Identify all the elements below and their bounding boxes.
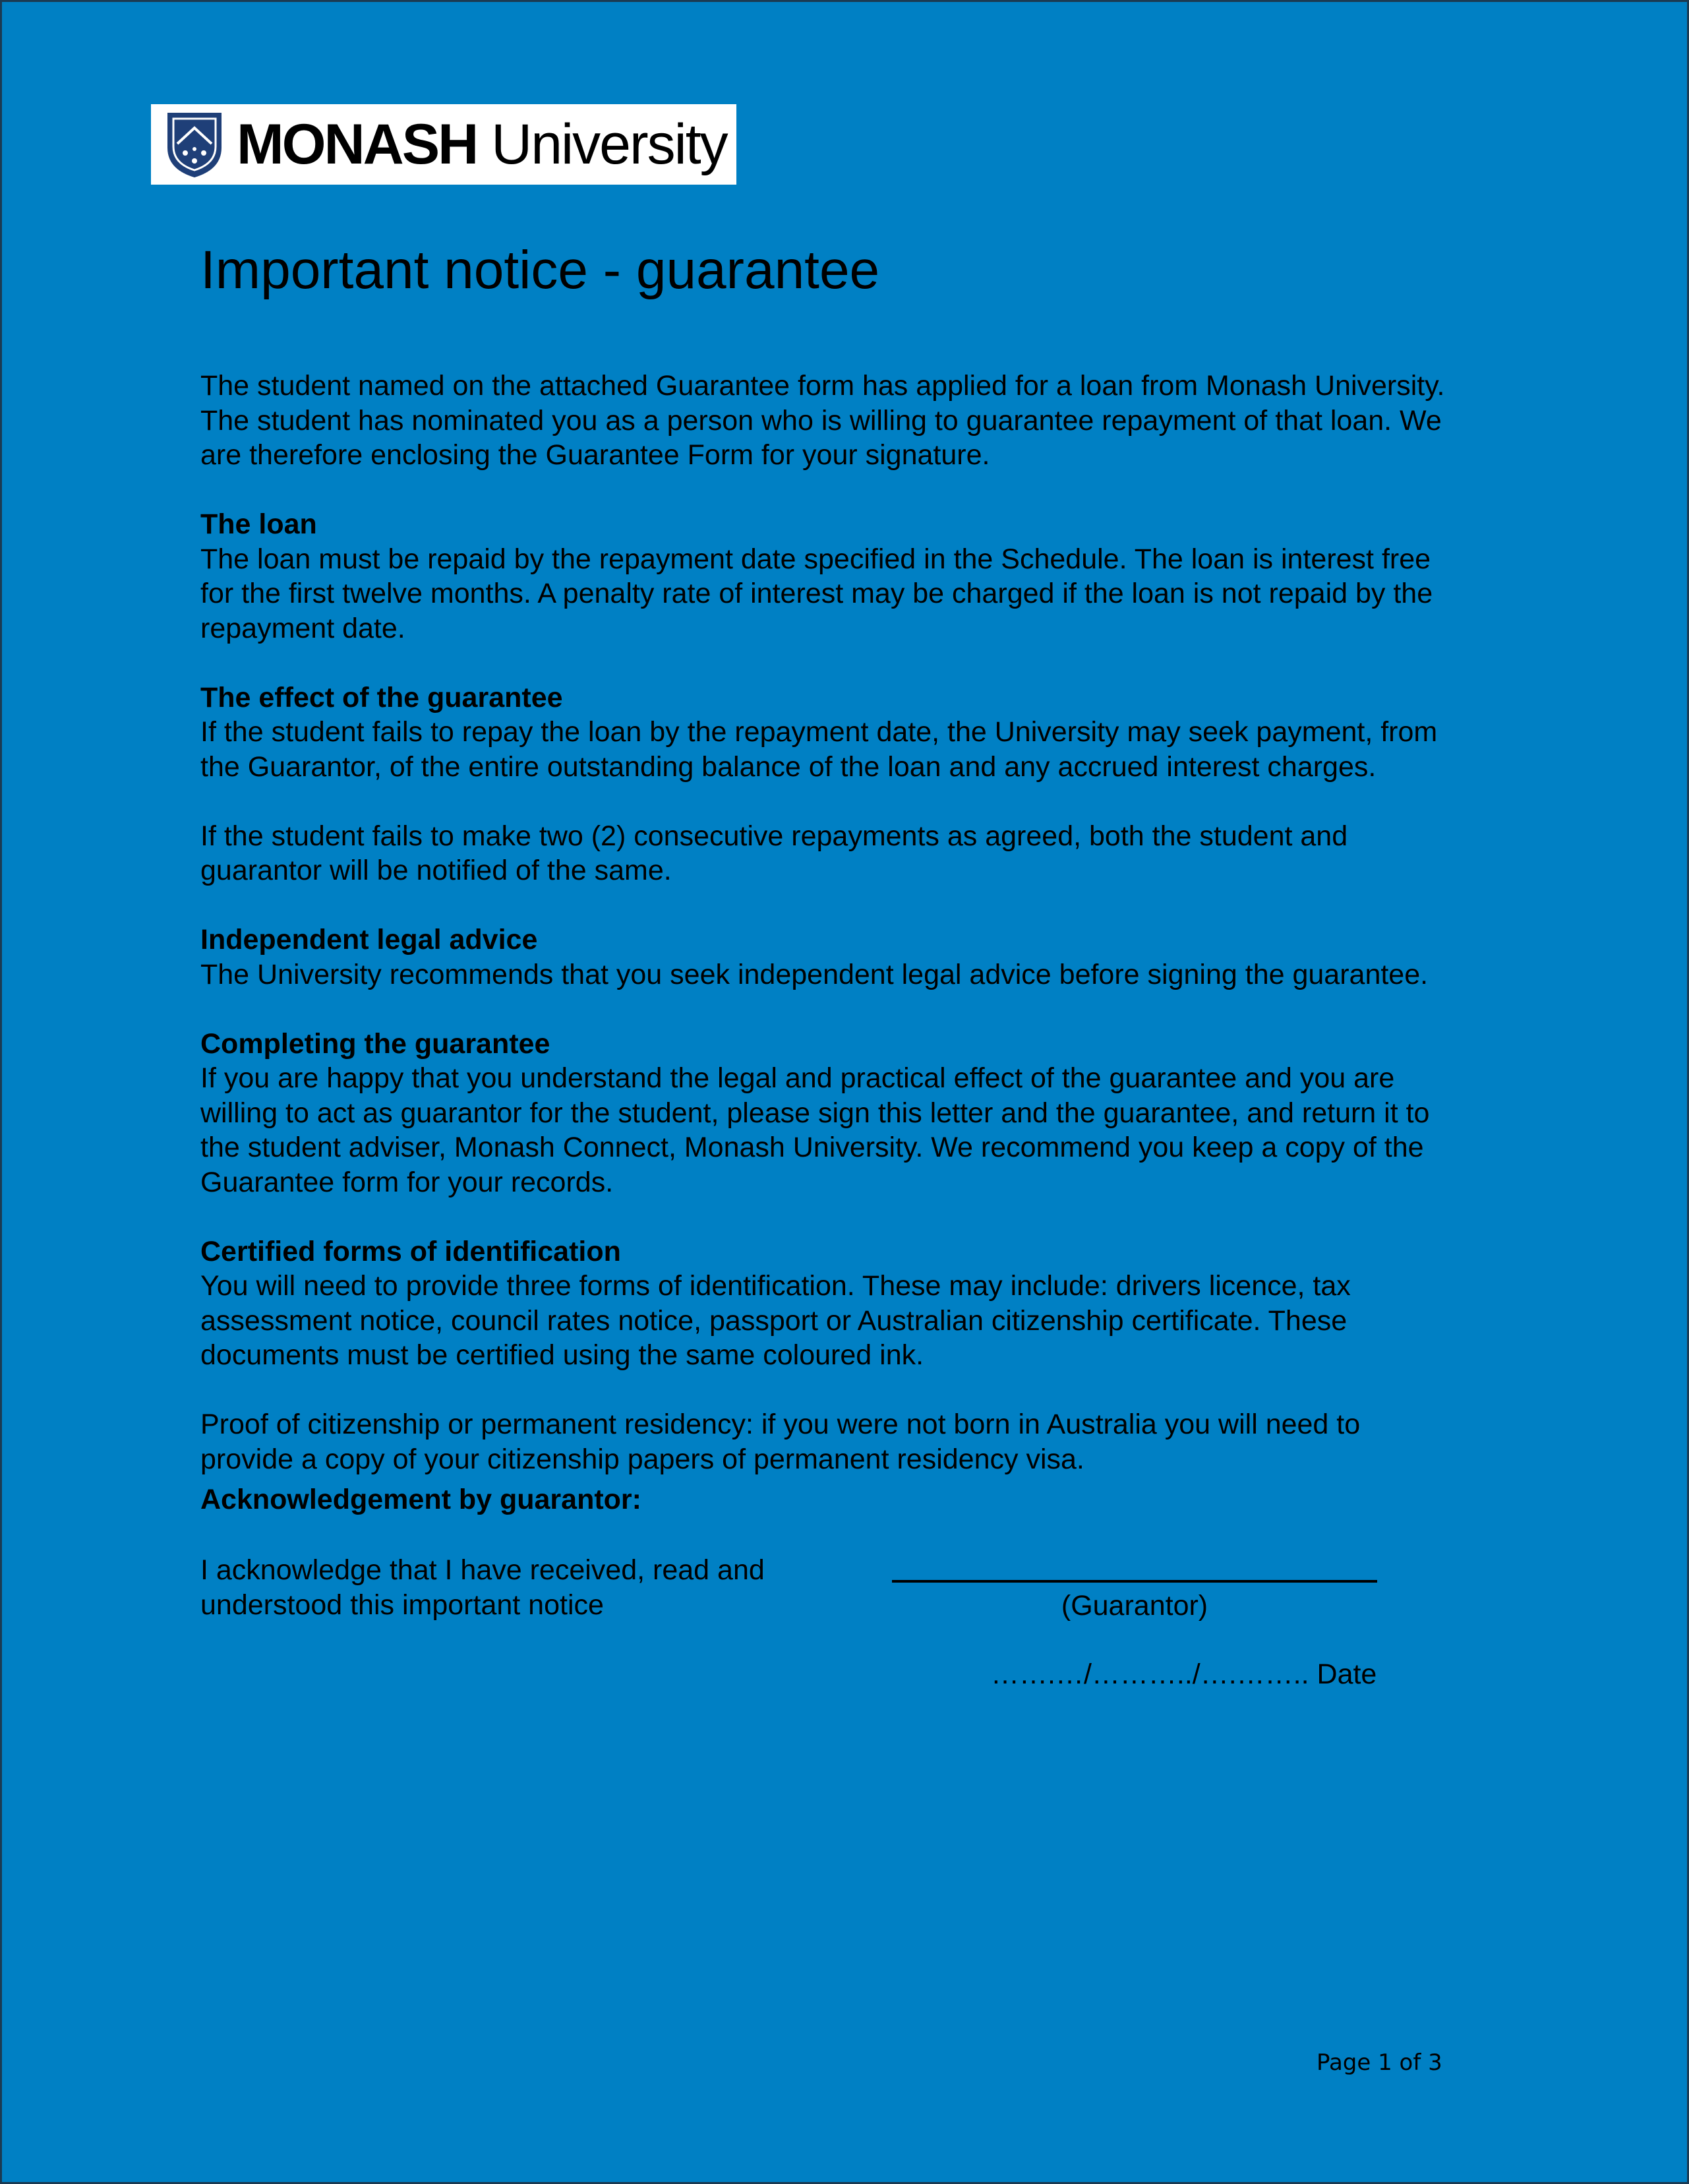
section-paragraph: The University recommends that you seek independent legal advice before signing the guarantee. <box>200 958 1429 990</box>
section-heading-effect: The effect of the guarantee <box>200 681 563 713</box>
intro-paragraph: The student named on the attached Guarantee form has applied for a loan from Monash University. The student has nominated you as a person who is willing to guarantee repayment of that loan. We are therefore enclosing the Guarantee Form for your signature. <box>200 370 1445 471</box>
section-heading-legal-advice: Independent legal advice <box>200 924 538 956</box>
monash-logo <box>151 104 736 185</box>
section-paragraph: The loan must be repaid by the repayment date specified in the Schedule. The loan is interest free for the first twelve months. A penalty rate of interest may be charged if the loan is not repaid by the repayment date. <box>200 543 1433 644</box>
section-paragraph: Proof of citizenship or permanent residency: if you were not born in Australia you will need to provide a copy of your citizenship papers of permanent residency visa. <box>200 1409 1361 1475</box>
guarantor-signature-line <box>892 1580 1377 1583</box>
notice-body <box>200 369 1453 1511</box>
acknowledgement-statement <box>200 1553 794 1622</box>
section-paragraph: If you are happy that you understand the legal and practical effect of the guarantee and you are willing to act as guarantor for the student, please sign this letter and the guarantee, and return it to the student adviser, Monash Connect, Monash University. We recommend you keep a copy of the Guarantee form for your records. <box>200 1062 1430 1198</box>
acknowledgement-line: understood this important notice <box>200 1589 604 1621</box>
acknowledgement-heading: Acknowledgement by guarantor: <box>200 1484 641 1515</box>
logo-wordmark-light: University <box>491 113 727 176</box>
page-title: Important notice - guarantee <box>200 240 880 300</box>
page-number: Page 1 of 3 <box>1317 2049 1442 2076</box>
date-field: …….…/………../….…….. Date <box>991 1658 1377 1690</box>
section-heading-loan: The loan <box>200 508 317 540</box>
section-heading-completing: Completing the guarantee <box>200 1027 550 1060</box>
section-heading-identification: Certified forms of identification <box>200 1235 621 1267</box>
logo-wordmark-bold: MONASH <box>237 113 477 176</box>
logo-wordmark <box>237 113 727 176</box>
section-paragraph: If the student fails to repay the loan by the repayment date, the University may seek payment, from the Guarantor, of the entire outstanding balance of the loan and any accrued interest charges. <box>200 716 1438 783</box>
guarantor-label: (Guarantor) <box>1061 1590 1208 1622</box>
section-paragraph: If the student fails to make two (2) consecutive repayments as agreed, both the student and guarantor will be notified of the same. <box>200 820 1348 886</box>
university-crest-icon <box>164 111 225 178</box>
section-paragraph: You will need to provide three forms of identification. These may include: drivers licence, tax assessment notice, council rates notice, passport or Australian citizenship certificate. These documents must be certified using the same coloured ink. <box>200 1270 1351 1371</box>
acknowledgement-line: I acknowledge that I have received, read and <box>200 1554 765 1586</box>
